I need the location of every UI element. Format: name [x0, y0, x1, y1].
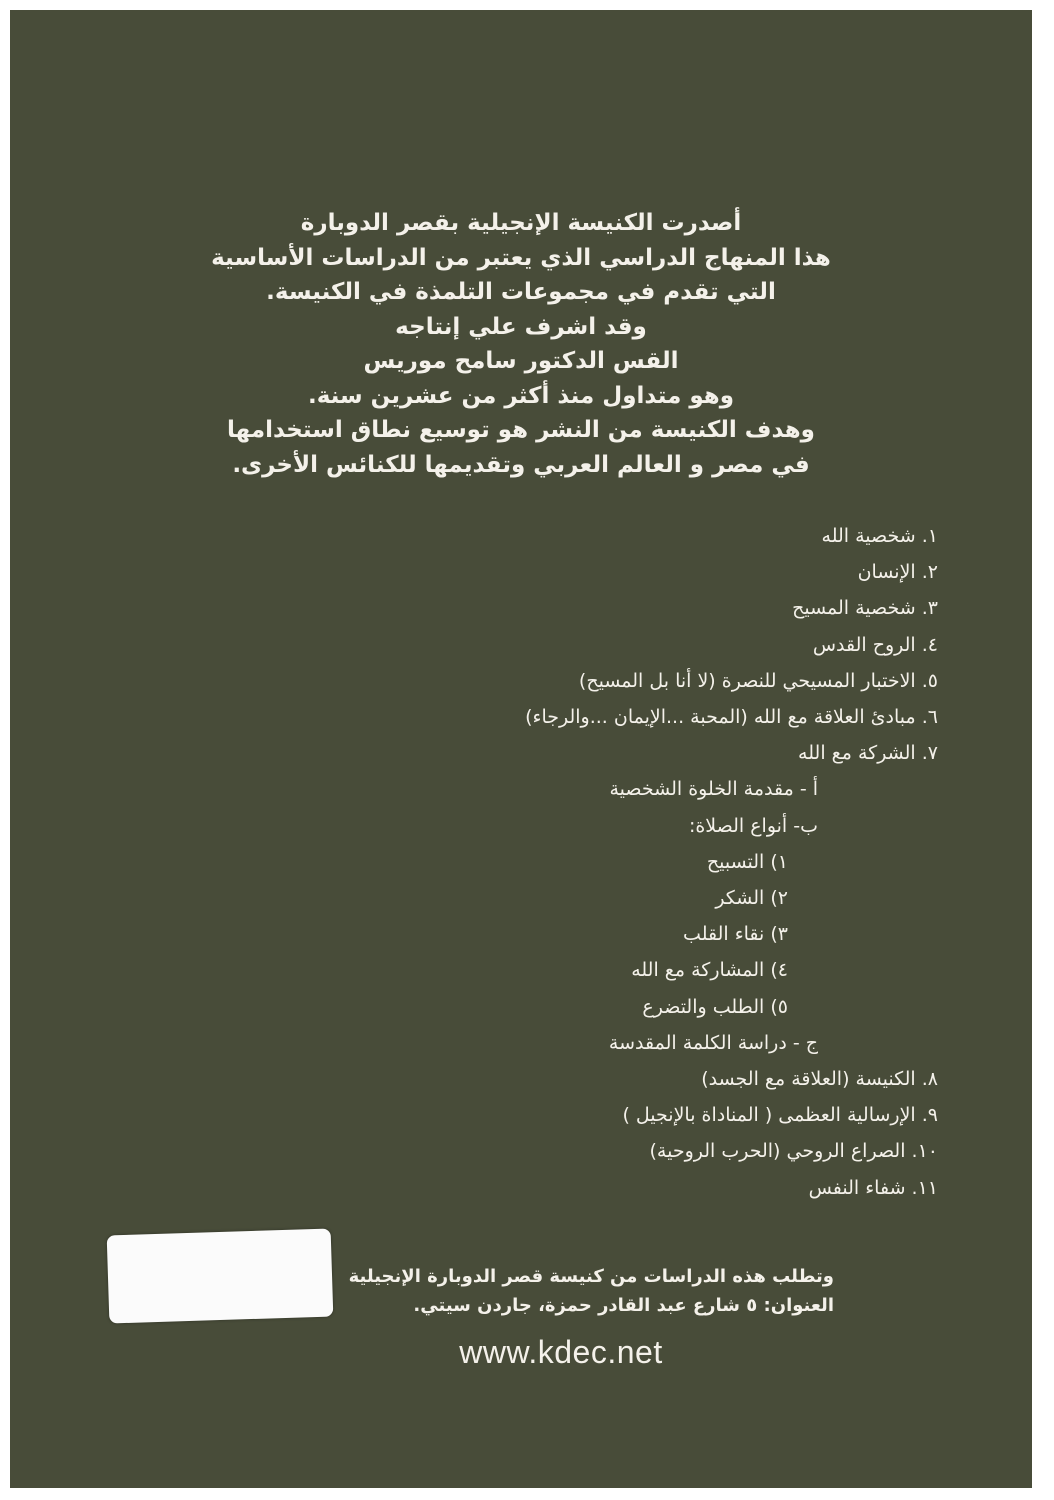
intro-line: وهدف الكنيسة من النشر هو توسيع نطاق استخدامها: [227, 417, 815, 443]
prayer-type-item: ١) التسبيح: [706, 850, 788, 873]
address-line: العنوان: ٥ شارع عبد القادر حمزة، جاردن سيتي.: [413, 1295, 834, 1316]
intro-line: القس الدكتور سامح موريس: [363, 348, 679, 374]
contents-subitem: ب- أنواع الصلاة:: [688, 814, 818, 837]
price-sticker: [107, 1229, 334, 1324]
prayer-type-item: ٥) الطلب والتضرع: [642, 995, 788, 1018]
intro-paragraph: [10, 206, 1032, 482]
intro-line: وقد اشرف علي إنتاجه: [395, 313, 647, 340]
intro-line: وهو متداول منذ أكثر من عشرين سنة.: [307, 382, 735, 409]
contents-item: ١. شخصية الله: [821, 525, 938, 547]
contents-list: [238, 518, 938, 1206]
contents-item: ١١. شفاء النفس: [808, 1176, 938, 1199]
intro-line: هذا المنهاج الدراسي الذي يعتبر من الدراسات الأساسية: [211, 244, 831, 271]
intro-line: في مصر و العالم العربي وتقديمها للكنائس الأخرى.: [232, 451, 810, 478]
prayer-type-item: ٢) الشكر: [715, 887, 788, 910]
intro-line: أصدرت الكنيسة الإنجيلية بقصر الدوبارة: [300, 210, 742, 236]
contents-item: ٦. مبادئ العلاقة مع الله (المحبة ...الإيمان ...والرجاء): [525, 706, 938, 729]
contents-item: ٩. الإرسالية العظمى ( المناداة بالإنجيل ): [622, 1104, 938, 1127]
website-url[interactable]: www.kdec.net: [459, 1334, 663, 1370]
intro-line: التي تقدم في مجموعات التلمذة في الكنيسة.: [266, 279, 776, 305]
prayer-type-item: ٤) المشاركة مع الله: [631, 959, 788, 982]
back-cover: [10, 10, 1032, 1488]
contents-item: ٢. الإنسان: [857, 561, 938, 584]
contents-item: ٤. الروح القدس: [812, 633, 938, 656]
contents-item: ٧. الشركة مع الله: [798, 742, 938, 765]
order-info: [349, 1262, 834, 1320]
contents-item: ٣. شخصية المسيح: [792, 597, 938, 620]
prayer-type-item: ٣) نقاء القلب: [683, 923, 788, 946]
contents-subitem: ج - دراسة الكلمة المقدسة: [608, 1031, 818, 1054]
contents-subitem: أ - مقدمة الخلوة الشخصية: [609, 778, 818, 801]
contents-item: ١٠. الصراع الروحي (الحرب الروحية): [649, 1140, 938, 1163]
contents-item: ٥. الاختبار المسيحي للنصرة (لا أنا بل المسيح): [578, 669, 938, 692]
order-line: وتطلب هذه الدراسات من كنيسة قصر الدوبارة الإنجيلية: [348, 1266, 834, 1287]
contents-item: ٨. الكنيسة (العلاقة مع الجسد): [701, 1068, 938, 1091]
